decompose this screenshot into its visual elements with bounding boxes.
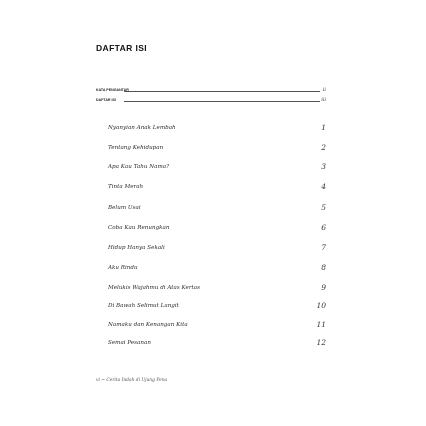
- toc-entry: [108, 164, 326, 176]
- toc-entry: [108, 205, 326, 217]
- toc-entry-page: 9: [321, 283, 326, 292]
- toc-entry-title: Tinta Merah: [108, 184, 144, 190]
- toc-entry-page: 1: [321, 123, 326, 132]
- toc-entry: [108, 285, 326, 297]
- front-matter-row-foreword: [96, 88, 328, 98]
- toc-entry-title: Hidup Hanya Sekali: [108, 245, 165, 251]
- toc-entry-title: Aku Rindu: [108, 265, 138, 271]
- front-matter-page: ii: [322, 87, 326, 93]
- toc-entry-page: 11: [316, 320, 326, 329]
- toc-entry-page: 7: [321, 243, 326, 252]
- toc-entry-page: 12: [316, 338, 326, 347]
- toc-entry: [108, 225, 326, 237]
- toc-entry: [108, 340, 326, 352]
- toc-entry-page: 5: [321, 203, 326, 212]
- toc-entry: [108, 322, 326, 334]
- toc-entry-page: 4: [321, 182, 326, 191]
- front-matter-row-toc: [96, 98, 328, 108]
- dotted-leader: [124, 101, 320, 102]
- toc-entry: [108, 125, 326, 137]
- toc-entry: [108, 265, 326, 277]
- toc-entry-title: Coba Kau Renungkan: [108, 225, 170, 231]
- toc-entry-page: 8: [321, 263, 326, 272]
- toc-entry-title: Belum Usai: [108, 205, 141, 211]
- toc-entry-title: Melukis Wajahmu di Atas Kertas: [108, 285, 200, 291]
- toc-entry-title: Nyanyian Anak Lembah: [108, 125, 176, 131]
- toc-entry-title: Tentang Kehidupan: [108, 145, 164, 151]
- dotted-leader: [124, 91, 320, 92]
- toc-entry-page: 10: [316, 301, 326, 310]
- toc-entry: [108, 245, 326, 257]
- toc-entry-page: 6: [321, 223, 326, 232]
- toc-entry-title: Apa Kau Tahu Nama?: [108, 164, 170, 170]
- toc-entry-page: 2: [321, 143, 326, 152]
- toc-entry-title: Semai Pesanan: [108, 340, 151, 346]
- toc-entry-title: Namaku dan Kenangan Kita: [108, 322, 188, 328]
- toc-entry: [108, 303, 326, 315]
- page-title: DAFTAR ISI: [96, 43, 148, 53]
- toc-entry: [108, 145, 326, 157]
- front-matter-label: KATA PENGANTAR: [96, 88, 129, 92]
- toc-entry-page: 3: [321, 162, 326, 171]
- page-footer: vi ~ Cerita Indah di Ujung Pena: [96, 378, 168, 383]
- toc-entry-title: Di Bawah Selimut Langit: [108, 303, 179, 309]
- toc-entry: [108, 184, 326, 196]
- front-matter-label: DAFTAR ISI: [96, 98, 116, 102]
- front-matter-page: iii: [321, 97, 326, 103]
